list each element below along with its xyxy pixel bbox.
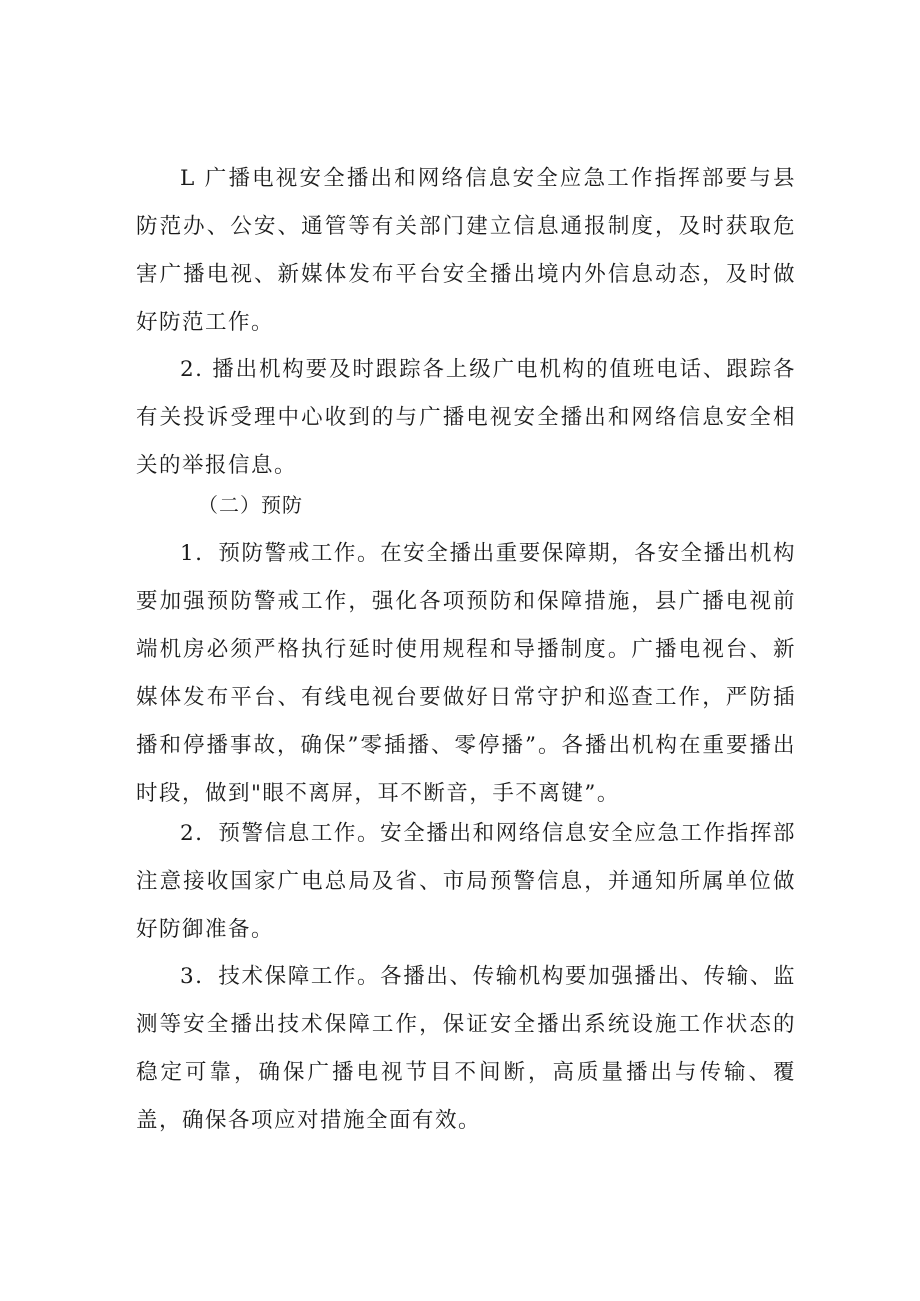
paragraph-tracking-hotlines: 2. 播出机构要及时跟踪各上级广电机构的值班电话、跟踪各有关投诉受理中心收到的与广播电视安全播出和网络信息安全相关的举报信息。 <box>136 357 796 478</box>
paragraph-technical-support: 3．技术保障工作。各播出、传输机构要加强播出、传输、监测等安全播出技术保障工作，保证安全播出系统设施工作状态的稳定可靠，确保广播电视节目不间断，高质量播出与传输、覆盖，确保各项应对措施全面有效。 <box>136 964 796 1133</box>
paragraph-info-reporting: L 广播电视安全播出和网络信息安全应急工作指挥部要与县防范办、公安、通管等有关部门建立信息通报制度，及时获取危害广播电视、新媒体发布平台安全播出境内外信息动态，及时做好防范工作。 <box>136 166 796 335</box>
section-heading-prevention: （二）预防 <box>198 493 303 517</box>
paragraph-warning-info: 2．预警信息工作。安全播出和网络信息安全应急工作指挥部注意接收国家广电总局及省、市局预警信息，并通知所属单位做好防御准备。 <box>136 821 796 942</box>
paragraph-prevention-alert: 1．预防警戒工作。在安全播出重要保障期，各安全播出机构要加强预防警戒工作，强化各项预防和保障措施，县广播电视前端机房必须严格执行延时使用规程和导播制度。广播电视台、新媒体发布平台、有线电视台要做好日常守护和巡查工作，严防插播和停播事故，确保”零插播、零停播”。各播出机构在重要播出时段，做到"眼不离屏，耳不断音，手不离键”。 <box>136 541 796 806</box>
